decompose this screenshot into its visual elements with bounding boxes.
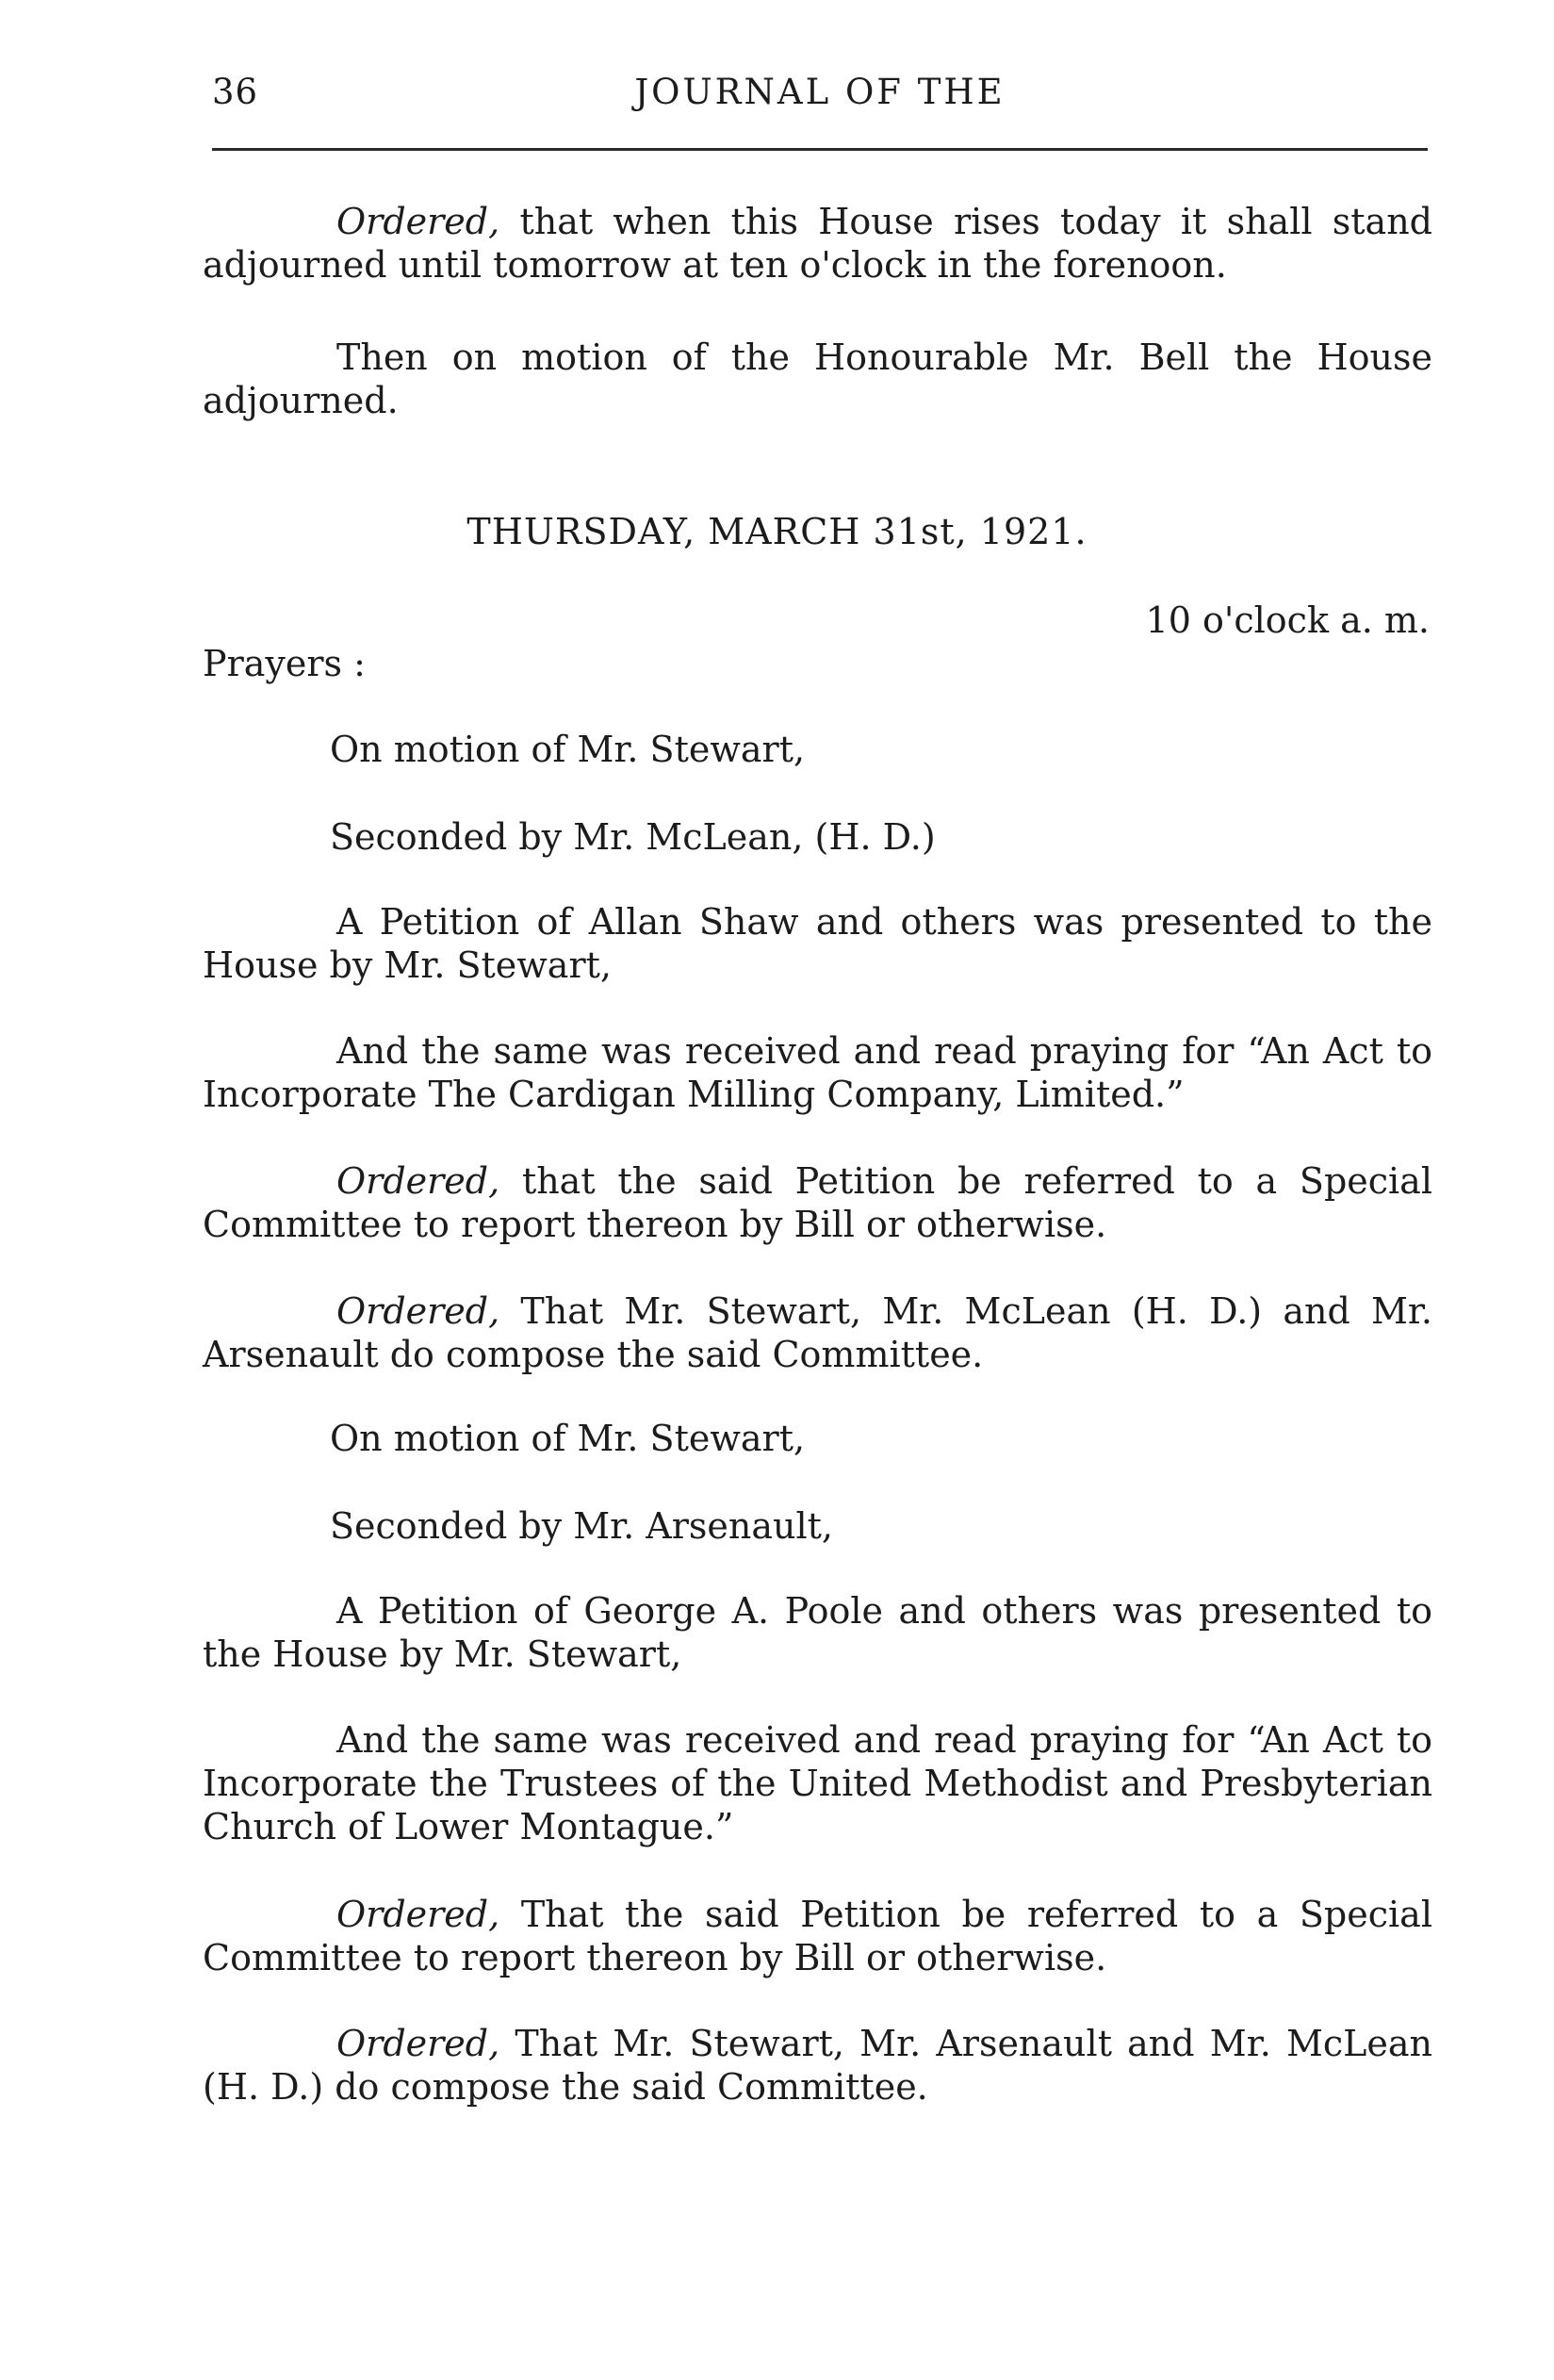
prayers-label: Prayers :	[203, 643, 366, 684]
seconded-line: Seconded by Mr. Arsenault,	[330, 1505, 834, 1547]
paragraph-text: And the same was received and read praying for “An Act to Incorporate the Trustees of the United Methodist and Presbyterian Church of Lower Montague.”	[203, 1719, 1432, 1847]
paragraph-ordered-referred	[203, 1893, 1432, 1979]
paragraph-text: A Petition of Allan Shaw and others was presented to the House by Mr. Stewart,	[203, 901, 1432, 986]
page-number: 36	[212, 72, 259, 112]
paragraph-petition-shaw	[203, 900, 1432, 987]
paragraph-house-adjourned	[203, 336, 1432, 422]
paragraph-ordered-referred	[203, 1159, 1432, 1246]
paragraph-text: A Petition of George A. Poole and others was presented to the House by Mr. Stewart,	[203, 1590, 1432, 1675]
sitting-time: 10 o'clock a. m.	[1145, 599, 1430, 641]
paragraph-text: that when this House rises today it shall stand adjourned until tomorrow at ten o'clock in the forenoon.	[203, 201, 1432, 286]
paragraph-text: That Mr. Stewart, Mr. Arsenault and Mr. McLean (H. D.) do compose the said Committee.	[203, 2023, 1432, 2108]
paragraph-text: That Mr. Stewart, Mr. McLean (H. D.) and Mr. Arsenault do compose the said Committee.	[203, 1290, 1432, 1375]
ordered-label: Ordered,	[336, 1290, 500, 1332]
ordered-label: Ordered,	[336, 1894, 500, 1935]
paragraph-text: And the same was received and read praying for “An Act to Incorporate The Cardigan Milling Company, Limited.”	[203, 1030, 1432, 1115]
ordered-label: Ordered,	[336, 201, 500, 242]
paragraph-petition-poole	[203, 1589, 1432, 1676]
running-title: JOURNAL OF THE	[634, 72, 1006, 112]
paragraph-text: That the said Petition be referred to a Special Committee to report thereon by Bill or otherwise.	[203, 1894, 1432, 1978]
paragraph-received-cardigan	[203, 1029, 1432, 1116]
ordered-label: Ordered,	[336, 1160, 500, 1202]
motion-line: On motion of Mr. Stewart,	[330, 1418, 806, 1459]
date-heading: THURSDAY, MARCH 31st, 1921.	[466, 511, 1088, 552]
page-header	[212, 72, 1428, 128]
paragraph-text: that the said Petition be referred to a Special Committee to report thereon by Bill or otherwise.	[203, 1160, 1432, 1245]
motion-line: On motion of Mr. Stewart,	[330, 729, 806, 770]
paragraph-received-montague	[203, 1718, 1432, 1848]
paragraph-ordered-committee	[203, 2022, 1432, 2109]
ordered-label: Ordered,	[336, 2023, 500, 2064]
seconded-line: Seconded by Mr. McLean, (H. D.)	[330, 816, 936, 858]
header-rule	[212, 148, 1428, 151]
paragraph-ordered-committee	[203, 1289, 1432, 1376]
paragraph-text: Then on motion of the Honourable Mr. Bell the House adjourned.	[203, 336, 1432, 421]
paragraph-ordered-adjourn	[203, 200, 1432, 287]
